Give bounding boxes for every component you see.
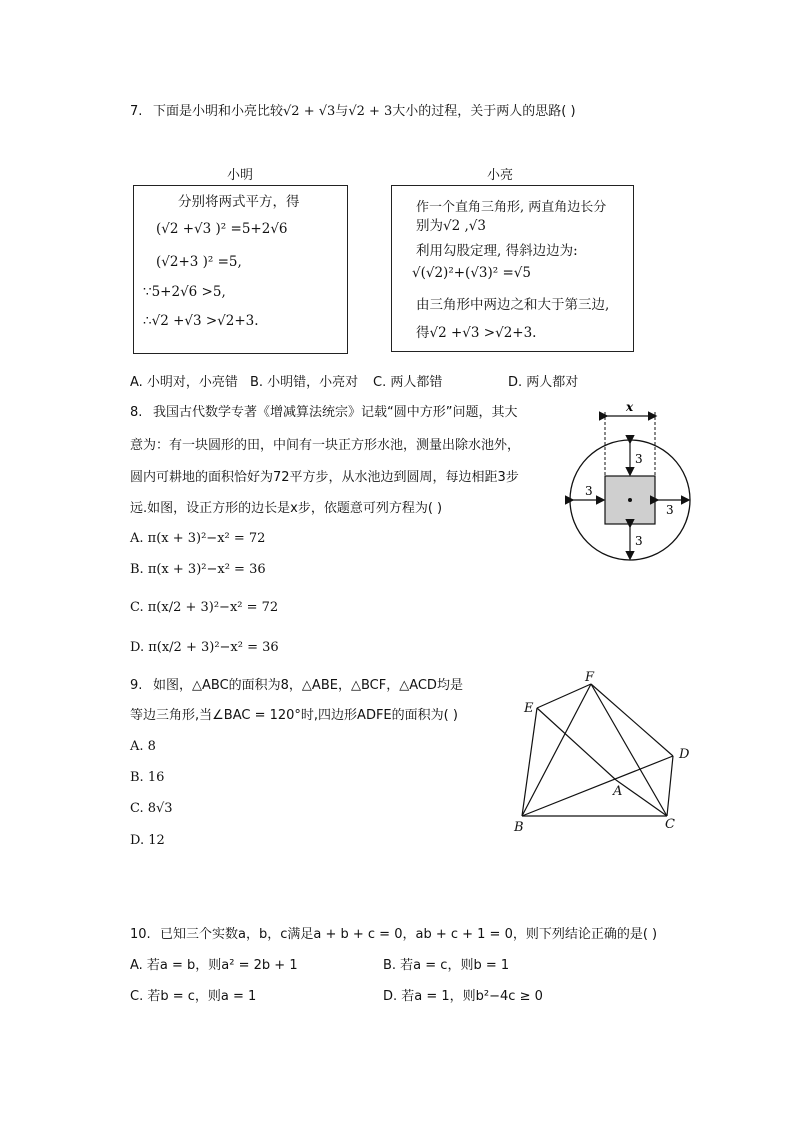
- q9-option-c: C. 8√3: [130, 801, 173, 816]
- q9-fig-label-b: B: [514, 820, 524, 835]
- q8-fig-x-label: x: [626, 400, 634, 414]
- q7-option-c: C. 两人都错: [373, 375, 443, 390]
- q10-option-a: A. 若a = b，则a² = 2b + 1: [130, 958, 298, 973]
- q7-left-line-4: ∵5+2√6 >5,: [143, 284, 226, 300]
- q8-line-1: 我国古代数学专著《增减算法统宗》记载“圆中方形”问题，其大: [153, 405, 518, 420]
- q7-stem: [153, 104, 576, 120]
- q7-label-xiaoliang: 小亮: [487, 168, 514, 183]
- q7-stem-mid: 与: [335, 104, 349, 119]
- q7-expr1: √2 + √3: [283, 104, 336, 119]
- q7-stem-b: 大小的过程，关于两人的思路( ): [392, 104, 576, 119]
- q7-option-b: B. 小明错，小亮对: [250, 375, 359, 390]
- q7-label-xiaoming: 小明: [227, 168, 254, 183]
- q7-right-line-2: 别为√2 ,√3: [416, 218, 486, 234]
- q8-option-a: A. π(x + 3)²−x² = 72: [130, 531, 266, 546]
- q8-option-c: C. π(x/2 + 3)²−x² = 72: [130, 600, 279, 615]
- q7-stem-a: 下面是小明和小亮比较: [153, 104, 284, 119]
- q8-fig-left-3: 3: [585, 484, 593, 498]
- q7-right-line-5: 由三角形中两边之和大于第三边,: [416, 297, 610, 313]
- q9-line-1: 如图，△ABC的面积为8，△ABE，△BCF，△ACD均是: [153, 678, 463, 693]
- q9-fig-label-d: D: [679, 747, 690, 762]
- q8-fig-bottom-3: 3: [635, 534, 643, 548]
- q10-number: 10.: [130, 927, 151, 942]
- q8-fig-top-3: 3: [635, 452, 643, 466]
- q10-stem: 已知三个实数a，b，c满足a + b + c = 0，ab + c + 1 = 0，则下列结论正确的是( ): [160, 927, 658, 942]
- q9-fig-label-c: C: [665, 817, 675, 832]
- q9-line-2: 等边三角形,当∠BAC = 120°时,四边形ADFE的面积为( ): [130, 708, 458, 723]
- q7-right-line-4: √(√2)²+(√3)² =√5: [412, 265, 531, 281]
- q9-triangles-figure: [505, 670, 705, 835]
- q8-option-b: B. π(x + 3)²−x² = 36: [130, 562, 266, 577]
- q9-option-b: B. 16: [130, 770, 165, 785]
- q9-fig-label-e: E: [524, 701, 534, 716]
- q7-left-line-2: (√2 +√3 )² =5+2√6: [156, 221, 288, 237]
- q8-line-3: 圆内可耕地的面积恰好为72平方步，从水池边到圆周，每边相距3步: [130, 470, 519, 485]
- q8-line-4: 远.如图，设正方形的边长是x步，依题意可列方程为( ): [130, 501, 443, 516]
- q9-number: 9.: [130, 678, 143, 693]
- q8-fig-right-3: 3: [666, 503, 674, 517]
- q9-fig-label-a: A: [613, 784, 623, 799]
- q7-right-line-6: 得√2 +√3 >√2+3.: [416, 325, 537, 341]
- q7-right-line-3: 利用勾股定理, 得斜边边为:: [416, 243, 578, 259]
- q7-left-line-1: 分别将两式平方，得: [178, 194, 300, 210]
- q7-option-d: D. 两人都对: [508, 375, 579, 390]
- q8-line-2: 意为：有一块圆形的田，中间有一块正方形水池，测量出除水池外，: [130, 438, 521, 453]
- q10-option-c: C. 若b = c，则a = 1: [130, 989, 257, 1004]
- q9-option-d: D. 12: [130, 833, 165, 848]
- q8-number: 8.: [130, 405, 143, 420]
- q8-circle-square-figure: [560, 400, 700, 570]
- q7-left-line-3: (√2+3 )² =5,: [156, 254, 242, 270]
- q10-option-d: D. 若a = 1，则b²−4c ≥ 0: [383, 989, 543, 1004]
- q8-option-d: D. π(x/2 + 3)²−x² = 36: [130, 640, 279, 655]
- q9-option-a: A. 8: [130, 739, 156, 754]
- q9-fig-label-f: F: [585, 670, 595, 685]
- q7-option-a: A. 小明对，小亮错: [130, 375, 238, 390]
- q7-right-line-1: 作一个直角三角形, 两直角边长分: [416, 200, 607, 215]
- q7-expr2: √2 + 3: [348, 104, 393, 119]
- q10-option-b: B. 若a = c，则b = 1: [383, 958, 510, 973]
- q7-number: 7.: [130, 104, 143, 119]
- q7-left-line-5: ∴√2 +√3 >√2+3.: [143, 313, 259, 329]
